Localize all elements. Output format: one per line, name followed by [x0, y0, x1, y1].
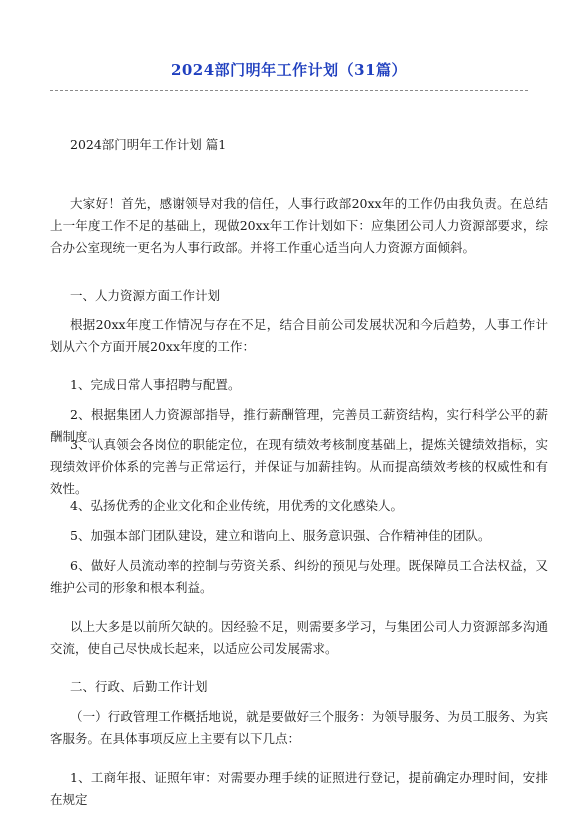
paragraph-admin-item-1: 1、工商年报、证照年审：对需要办理手续的证照进行登记，提前确定办理时间，安排在规定 — [50, 770, 548, 807]
section-heading: 2024部门明年工作计划 篇1 — [70, 137, 227, 152]
paragraph-heading-admin: 二、行政、后勤工作计划 — [70, 679, 208, 694]
paragraph-hr-overview: 根据20xx年度工作情况与存在不足，结合目前公司发展状况和今后趋势，人事工作计划从六个方面开展20xx年度的工作： — [50, 317, 548, 354]
paragraph-item-5: 5、加强本部门团队建设，建立和谐向上、服务意识强、合作精神佳的团队。 — [70, 528, 491, 543]
document-title: 2024部门明年工作计划（31篇） — [170, 61, 408, 79]
paragraph-item-3: 3、认真领会各岗位的职能定位，在现有绩效考核制度基础上，提炼关键绩效指标，实现绩效评价体系的完善与正常运行，并保证与加薪挂钩。从而提高绩效考核的权威性和有效性。 — [50, 437, 548, 496]
paragraph-item-1: 1、完成日常人事招聘与配置。 — [70, 377, 241, 392]
paragraph-intro: 大家好！首先，感谢领导对我的信任，人事行政部20xx年的工作仍由我负责。在总结上一年度工作不足的基础上，现做20xx年工作计划如下：应集团公司人力资源部要求，综合办公室现统一更名为人事行政部。并将工作重心适当向人力资源方面倾斜。 — [50, 196, 548, 255]
title-divider — [50, 90, 528, 91]
paragraph-item-2: 2、根据集团人力资源部指导，推行薪酬管理，完善员工薪资结构，实行科学公平的薪酬制度。 — [50, 407, 548, 444]
paragraph-item-4: 4、弘扬优秀的企业文化和企业传统，用优秀的文化感染人。 — [70, 498, 403, 513]
paragraph-summary: 以上大多是以前所欠缺的。因经验不足，则需要多学习，与集团公司人力资源部多沟通交流，使自己尽快成长起来，以适应公司发展需求。 — [50, 619, 548, 656]
paragraph-item-6: 6、做好人员流动率的控制与劳资关系、纠纷的预见与处理。既保障员工合法权益，又维护公司的形象和根本利益。 — [50, 558, 548, 595]
paragraph-heading-hr: 一、人力资源方面工作计划 — [70, 288, 221, 303]
paragraph-admin-overview: （一）行政管理工作概括地说，就是要做好三个服务：为领导服务、为员工服务、为宾客服务。在具体事项反应上主要有以下几点： — [50, 709, 548, 746]
